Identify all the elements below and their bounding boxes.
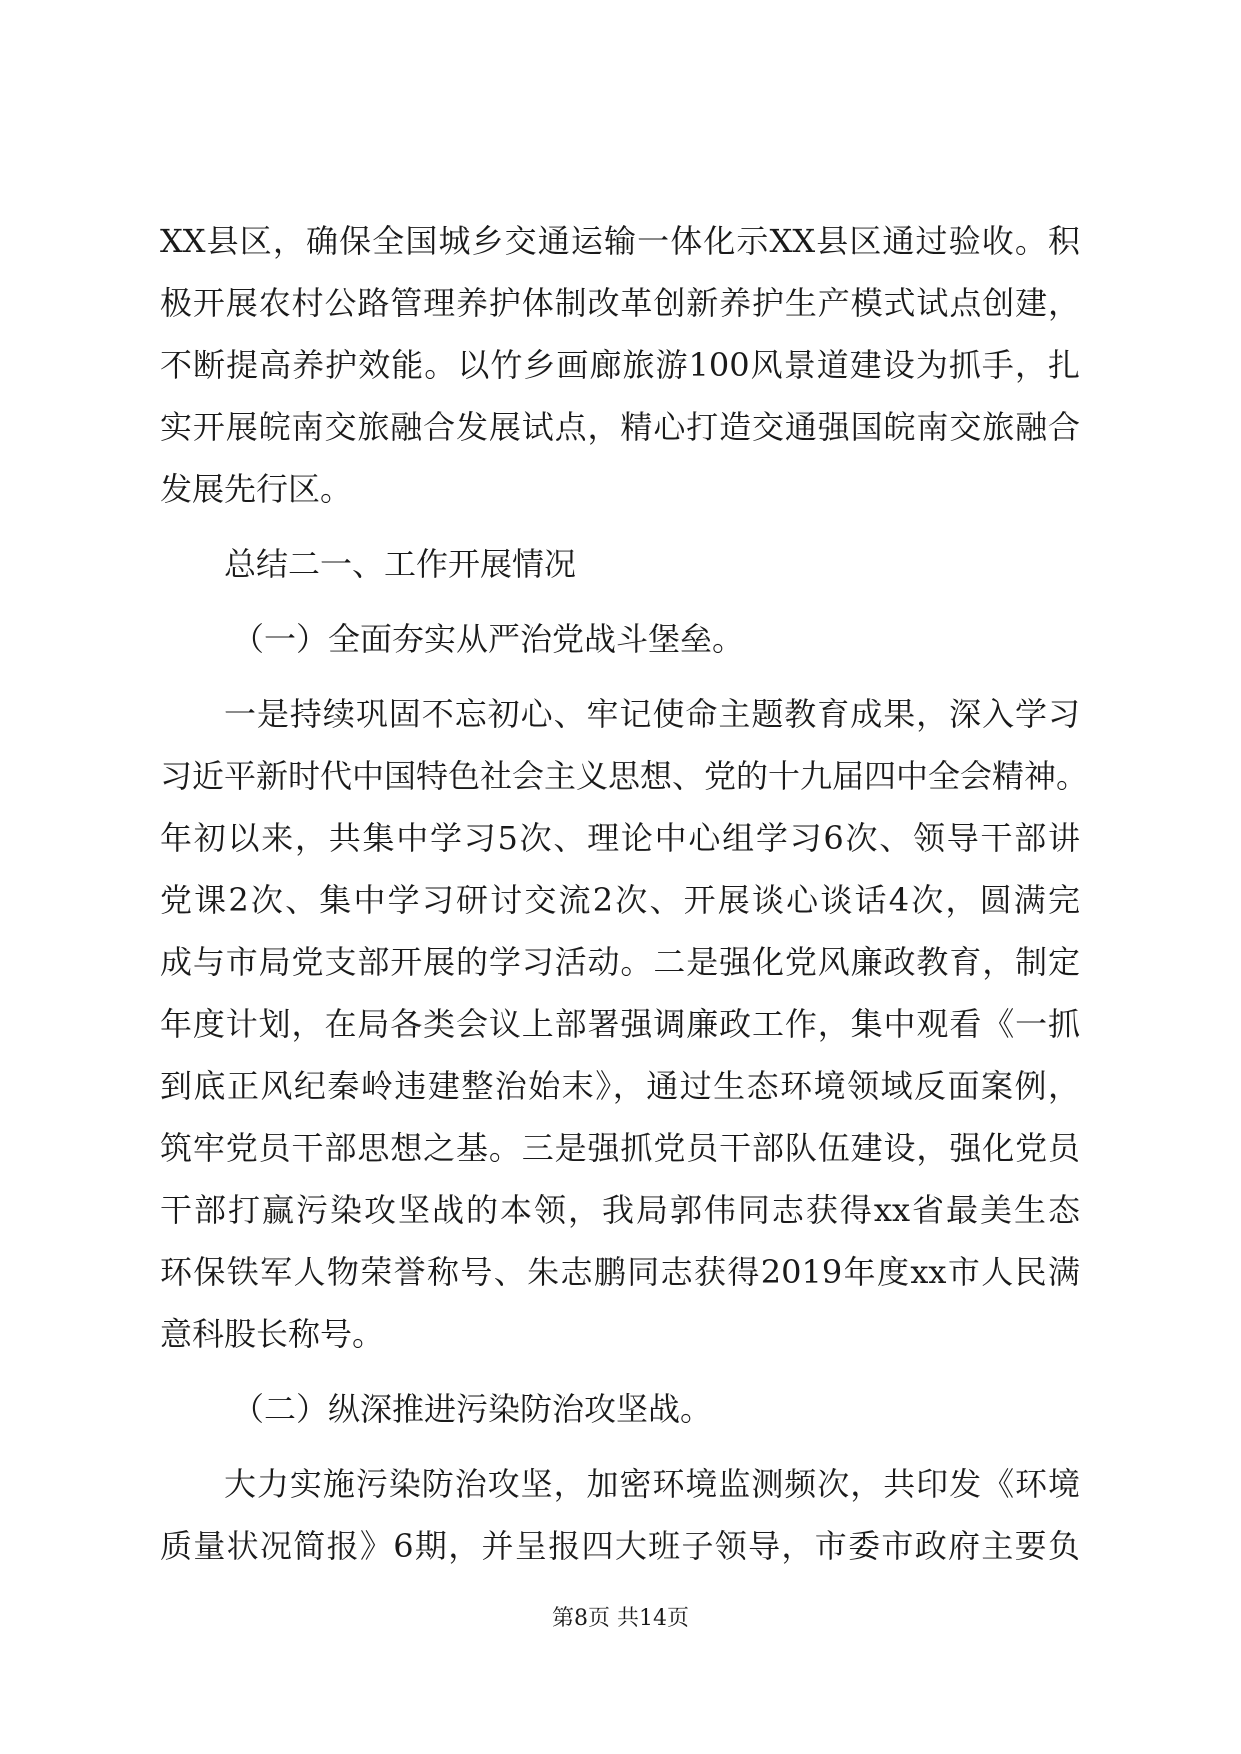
text-line: 总结二一、工作开展情况 [224, 545, 577, 583]
text-line: 意科股长称号。 [160, 1315, 385, 1353]
text-line: 实开展皖南交旅融合发展试点，精心打造交通强国皖南交旅融合 [160, 408, 1080, 446]
text-line: 习近平新时代中国特色社会主义思想、党的十九届四中全会精神。 [160, 757, 1089, 795]
section-heading [160, 533, 1080, 595]
sub-heading [160, 608, 1080, 670]
text-line: 质量状况简报》6期，并呈报四大班子领导，市委市政府主要负 [160, 1527, 1080, 1565]
text-line: 不断提高养护效能。以竹乡画廊旅游100风景道建设为抓手，扎 [160, 346, 1080, 384]
sub-heading [160, 1378, 1080, 1440]
page-number: 第8页 共14页 [552, 1606, 689, 1631]
text-line: 年度计划，在局各类会议上部署强调廉政工作，集中观看《一抓 [160, 1005, 1080, 1043]
document-body [160, 210, 1089, 1577]
text-line: XX县区，确保全国城乡交通运输一体化示XX县区通过验收。积 [160, 222, 1080, 260]
text-line: 干部打赢污染攻坚战的本领，我局郭伟同志获得xx省最美生态 [160, 1191, 1080, 1229]
paragraph [160, 1453, 1080, 1577]
text-line: 党课2次、集中学习研讨交流2次、开展谈心谈话4次，圆满完 [160, 881, 1080, 919]
paragraph [160, 210, 1080, 520]
paragraph [160, 683, 1089, 1365]
text-line: 一是持续巩固不忘初心、牢记使命主题教育成果，深入学习 [224, 695, 1080, 733]
text-line: 发展先行区。 [160, 470, 353, 508]
text-line: 筑牢党员干部思想之基。三是强抓党员干部队伍建设，强化党员 [160, 1129, 1080, 1167]
text-line: 年初以来，共集中学习5次、理论中心组学习6次、领导干部讲 [160, 819, 1080, 857]
text-line: 大力实施污染防治攻坚，加密环境监测频次，共印发《环境 [224, 1465, 1080, 1503]
text-line: 成与市局党支部开展的学习活动。二是强化党风廉政教育，制定 [160, 943, 1080, 981]
text-line: 环保铁军人物荣誉称号、朱志鹏同志获得2019年度xx市人民满 [160, 1253, 1080, 1291]
text-line: （二）纵深推进污染防治攻坚战。 [232, 1390, 713, 1428]
text-line: 到底正风纪秦岭违建整治始末》，通过生态环境领域反面案例， [160, 1067, 1080, 1105]
page-footer [0, 1604, 1241, 1634]
text-line: （一）全面夯实从严治党战斗堡垒。 [232, 620, 745, 658]
text-line: 极开展农村公路管理养护体制改革创新养护生产模式试点创建， [160, 284, 1080, 322]
